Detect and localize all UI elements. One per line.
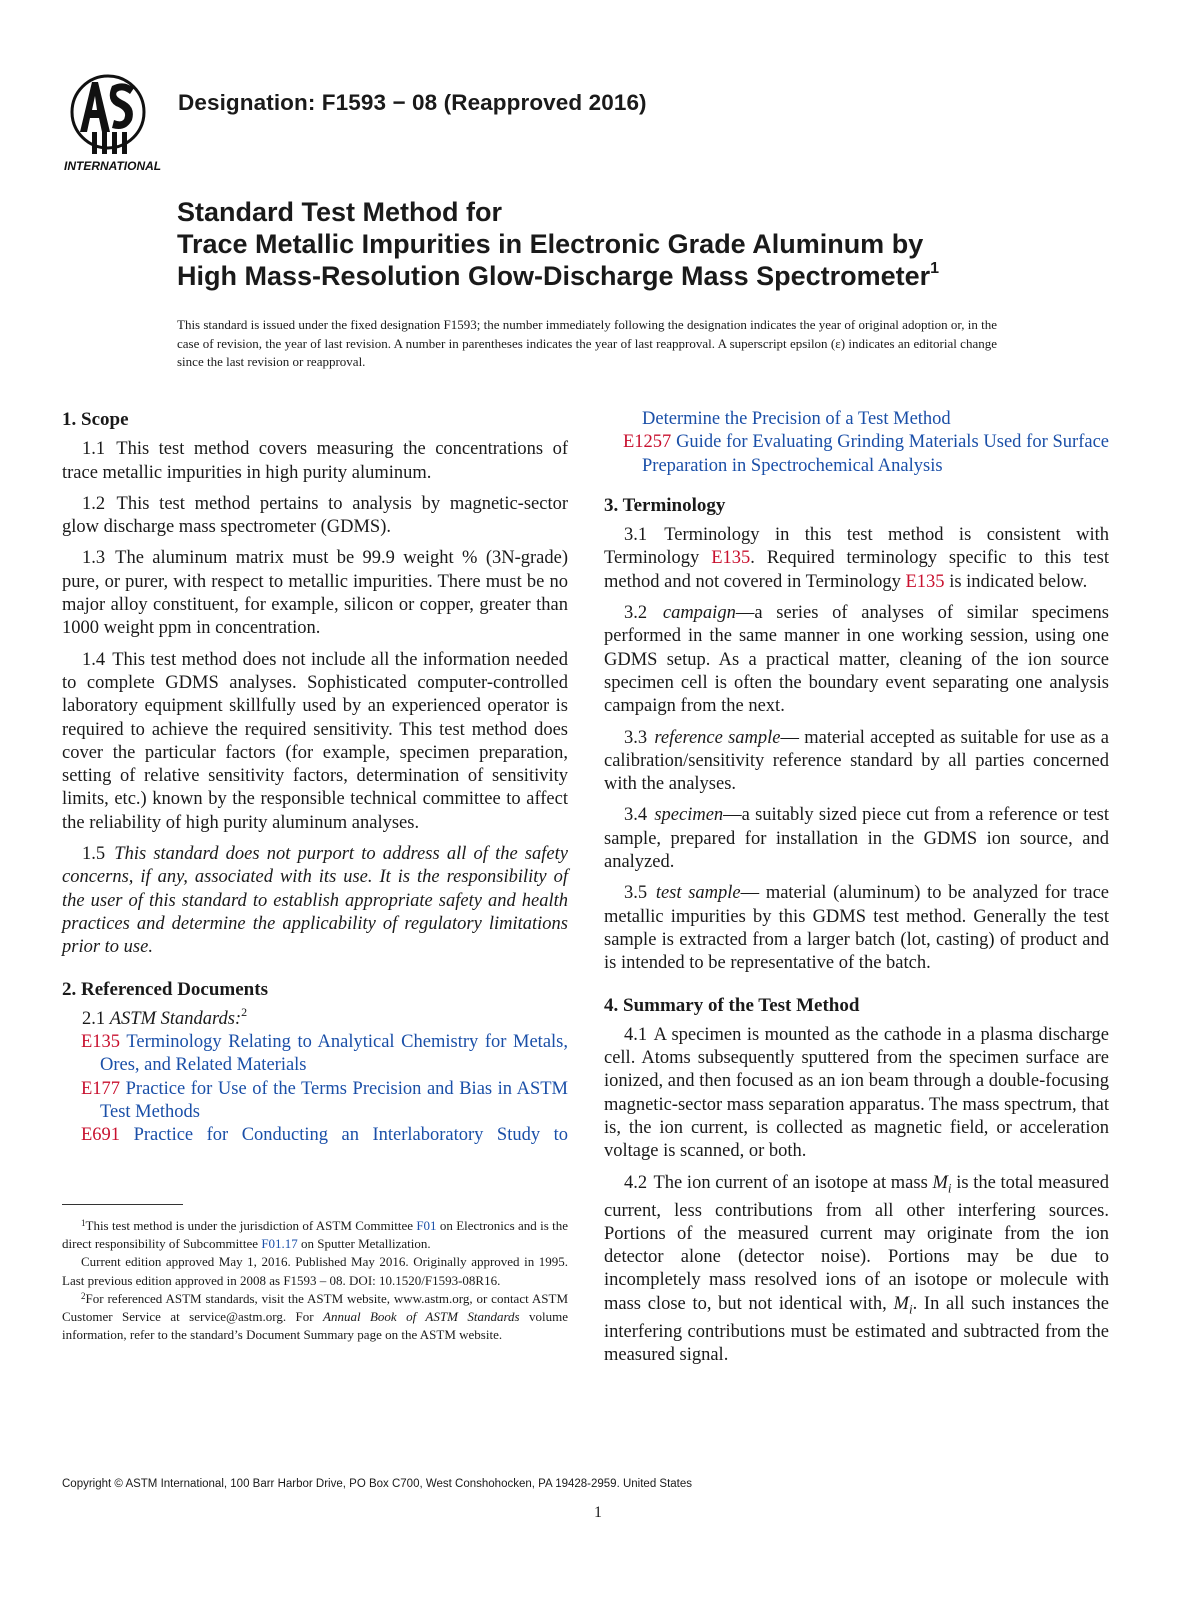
title-footnote-ref[interactable]: 1	[930, 260, 940, 277]
issuance-statement: This standard is issued under the fixed designation F1593; the number immediately following the designation indicates the year of original adoption or, in the case of revision, the year of last revision. A number in parentheses indicates the year of last reapproval. A superscript epsilon (ε) indicates an editorial change since the last revision or reapproval.	[177, 317, 997, 369]
title-line-3-text: High Mass-Resolution Glow-Discharge Mass Spectrometer	[177, 261, 931, 291]
right-column	[604, 408, 1109, 1375]
title-line-3	[177, 260, 1077, 292]
document-header	[62, 62, 1142, 172]
footnote-1-edition: Current edition approved May 1, 2016. Published May 2016. Originally approved in 1995. Last previous edition approved in 2008 as F1593 – 08. DOI: 10.1520/F1593-08R16.	[62, 1254, 568, 1288]
logo-text: INTERNATIONAL	[64, 159, 162, 173]
section-heading-referenced-documents: 2. Referenced Documents	[62, 978, 268, 1000]
reference-item[interactable]: E135 Terminology Relating to Analytical Chemistry for Metals, Ores, and Related Materials	[81, 1032, 568, 1076]
paragraph-4-1: 4.1 A specimen is mounted as the cathode in a plasma discharge cell. Atoms subsequently sputtered from the specimen surface are ionized, and then focused as an ion beam through a double-focusing magnetic-sector mass separation apparatus. The mass spectrum, that is, the ion current, is collected as magnetic field, or acceleration voltage is scanned, or both.	[604, 1024, 1109, 1162]
paragraph-3-4: 3.4 specimen—a suitably sized piece cut from a reference or test sample, prepared for installation in the GDMS ion source, and analyzed.	[604, 805, 1109, 873]
reference-item-continued[interactable]: Determine the Precision of a Test Method	[642, 409, 951, 429]
document-title	[177, 196, 1077, 292]
paragraph-1-2: 1.2 This test method pertains to analysis by magnetic-sector glow discharge mass spectrometer (GDMS).	[62, 493, 569, 538]
paragraph-3-3: 3.3 reference sample— material accepted as suitable for use as a calibration/sensitivity reference standard by all parties concerned with the analyses.	[604, 727, 1110, 795]
left-column	[62, 408, 568, 1148]
paragraph-1-5: 1.5 This standard does not purport to address all of the safety concerns, if any, associated with its use. It is the responsibility of the user of this standard to establish appropriate safety and health practices and determine the applicability of regulatory limitations prior to use.	[62, 844, 568, 958]
reference-item[interactable]: E691 Practice for Conducting an Interlaboratory Study to	[81, 1125, 569, 1146]
astm-standards-label: 2.1 ASTM Standards:$^2$	[82, 1004, 248, 1029]
section-heading-terminology: 3. Terminology	[604, 494, 726, 516]
footnotes	[62, 1217, 568, 1344]
paragraph-3-5: 3.5 test sample— material (aluminum) to be analyzed for trace metallic impurities by this GDMS test method. Generally the test sample is extracted from a larger batch (lot, casting) of product and is intended to be representative of the batch.	[604, 883, 1109, 974]
footnote-divider	[62, 1204, 183, 1205]
section-heading-scope: 1. Scope	[62, 409, 129, 430]
section-heading-summary: 4. Summary of the Test Method	[604, 994, 860, 1016]
footnote-1: $^1$This test method is under the jurisdiction of ASTM Committee F01 on Electronics and is the direct responsibility of Subcommittee F01.17 on Sputter Metallization.	[62, 1218, 568, 1252]
paragraph-3-2: 3.2 campaign—a series of analyses of similar specimens performed in the same manner in one working session, using one GDMS setup. As a practical matter, cleaning of the ion source specimen cell is often the boundary event separating one analysis campaign from the next.	[604, 603, 1109, 717]
paragraph-3-1: 3.1 Terminology in this test method is consistent with Terminology E135. Required terminology specific to this test method and not covered in Terminology E135 is indicated below.	[604, 525, 1109, 592]
link-e135[interactable]: E135	[905, 571, 945, 592]
copyright: Copyright © ASTM International, 100 Barr Harbor Drive, PO Box C700, West Conshohocken, PA 19428-2959. United States	[62, 1478, 693, 1490]
title-line-1: Standard Test Method for	[177, 197, 503, 227]
astm-logo-icon	[62, 70, 166, 174]
page-number: 1	[594, 1504, 602, 1521]
footnote-2: $^2$For referenced ASTM standards, visit the ASTM website, www.astm.org, or contact ASTM Customer Service at service@astm.org. For Annual Book of ASTM Standards volume information, refer to the standard’s Document Summary page on the ASTM website.	[62, 1290, 569, 1343]
paragraph-1-3: 1.3 The aluminum matrix must be 99.9 weight % (3N-grade) pure, or purer, with respect to metallic impurities. There must be no major alloy constituent, for example, silicon or copper, greater than 1000 weight ppm in concentration.	[62, 548, 568, 639]
title-line-2: Trace Metallic Impurities in Electronic Grade Aluminum by	[177, 229, 924, 259]
paragraph-1-4: 1.4 This test method does not include all the information needed to complete GDMS analyses. Sophisticated computer-controlled laboratory equipment skillfully used by an experienced operator is required to achieve the required sensitivity. This test method does cover the particular factors (for example, specimen preparation, setting of relative sensitivity factors, determination of sensitivity limits, etc.) known by the responsible technical committee to affect the reliability of high purity aluminum analyses.	[62, 649, 568, 833]
link-f01[interactable]: F01	[416, 1218, 437, 1233]
paragraph-4-2: 4.2 The ion current of an isotope at mass $M_i$ is the total measured current, less contributions from all other interfering sources. Portions of the measured current may originate from the ion detector alone (detector noise). Portions may be due to incompletely mass resolved ions of an isotope or molecule with mass close to, but not identical with, $M_i$. In all such instances the interfering contributions must be estimated and subtracted from the measured signal.	[604, 1172, 1110, 1366]
paragraph-1-1: 1.1 This test method covers measuring the concentrations of trace metallic impurities in high purity aluminum.	[62, 439, 568, 483]
link-e135[interactable]: E135	[711, 548, 751, 569]
designation: Designation: F1593 − 08 (Reapproved 2016)	[178, 90, 647, 115]
reference-item[interactable]: E1257 Guide for Evaluating Grinding Materials Used for Surface Preparation in Spectrochemical Analysis	[623, 432, 1109, 476]
link-f01-17[interactable]: F01.17	[261, 1236, 298, 1252]
reference-item[interactable]: E177 Practice for Use of the Terms Precision and Bias in ASTM Test Methods	[81, 1078, 568, 1123]
